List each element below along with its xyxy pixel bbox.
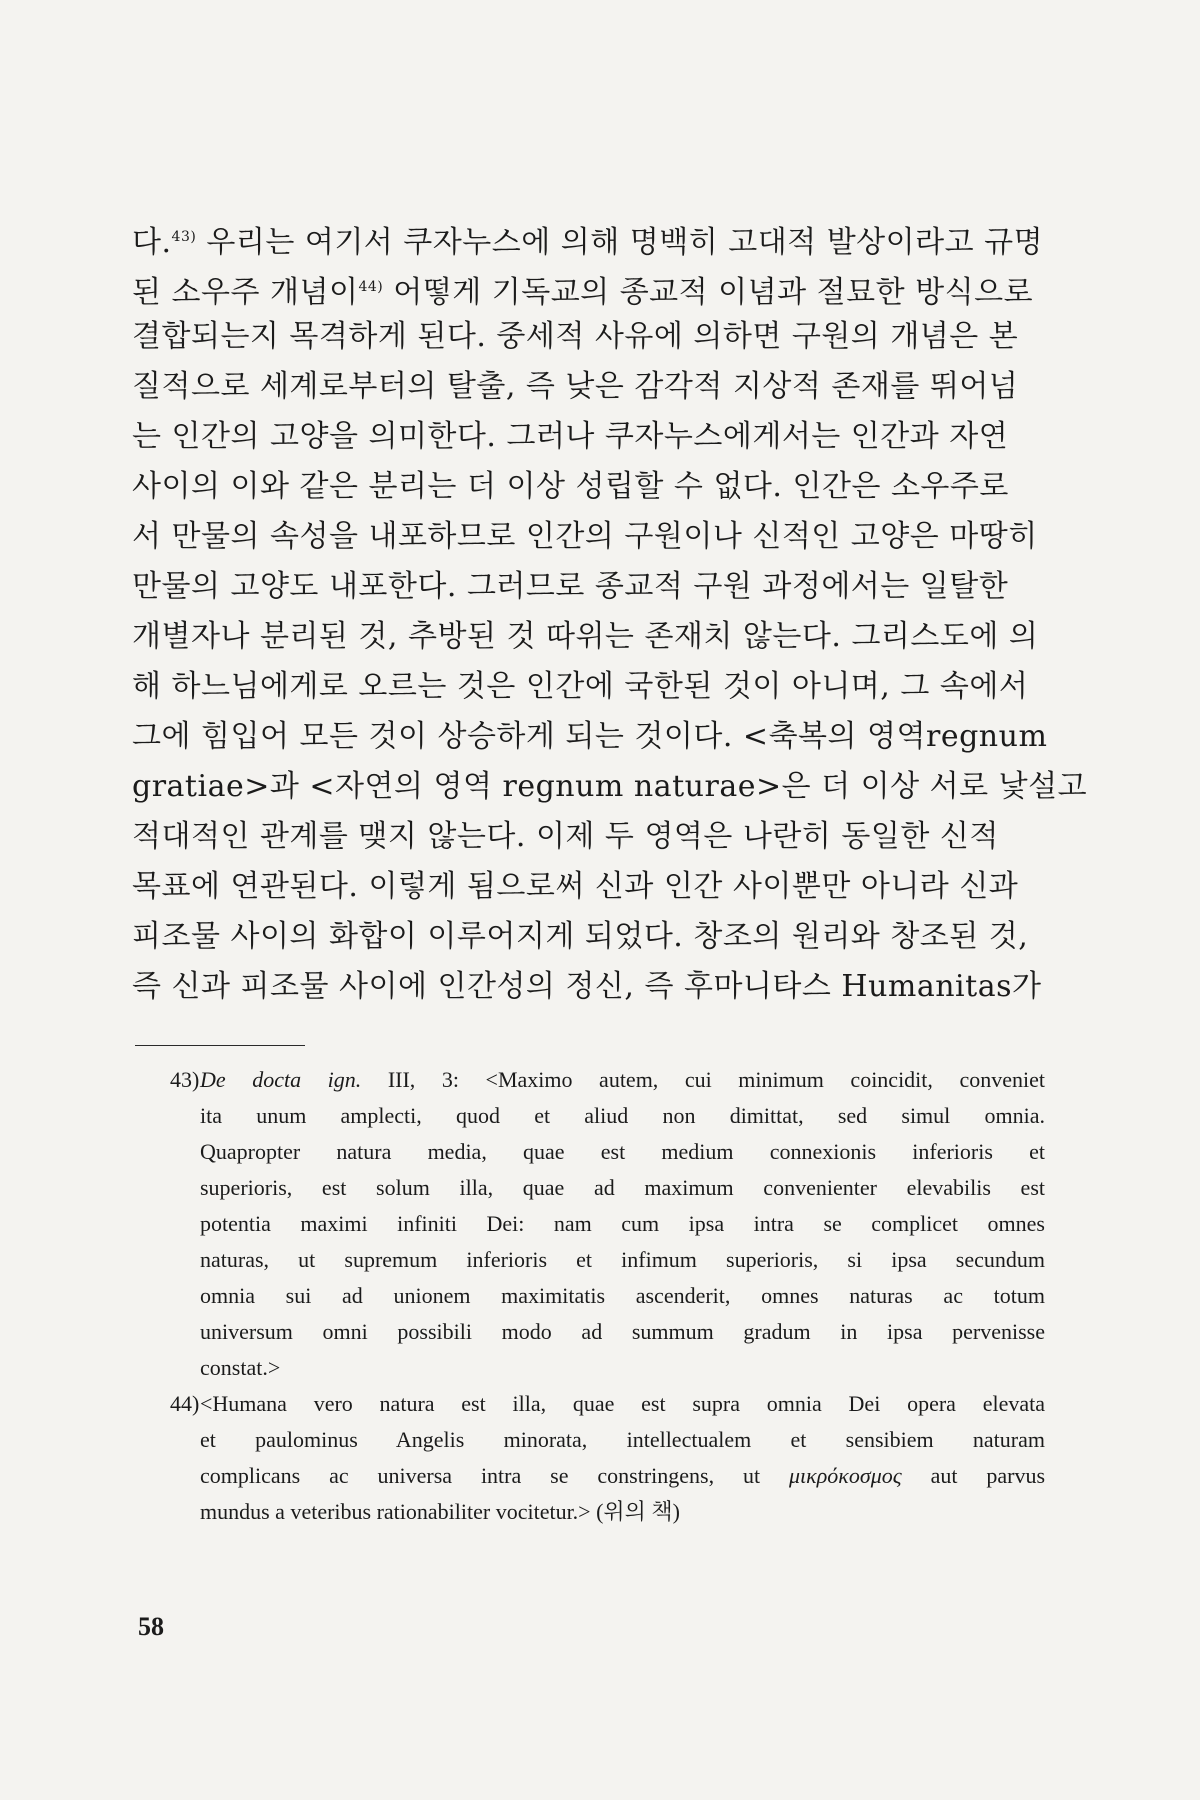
footnote-43 — [170, 1062, 1045, 1386]
footnote-text: III, 3: <Maximo autem, cui minimum coincidit, conveniet — [387, 1067, 1045, 1092]
text-fragment: 어떻게 기독교의 종교적 이념과 절묘한 방식으로 — [393, 275, 1034, 310]
footnote-title: De docta ign. — [200, 1067, 362, 1092]
footnote-number: 44) — [170, 1391, 200, 1416]
footnote-line — [200, 1458, 1045, 1494]
text-line: 는 인간의 고양을 의미한다. 그러나 쿠자누스에게서는 인간과 자연 — [132, 419, 1009, 454]
text-line: 사이의 이와 같은 분리는 더 이상 성립할 수 없다. 인간은 소우주로 — [132, 469, 1009, 504]
footnote-line: et paulominus Angelis minorata, intellectualem et sensibiem naturam — [200, 1427, 1045, 1452]
text-line: 목표에 연관된다. 이렇게 됨으로써 신과 인간 사이뿐만 아니라 신과 — [132, 869, 1019, 904]
text-line: 서 만물의 속성을 내포하므로 인간의 구원이나 신적인 고양은 마땅히 — [132, 519, 1038, 554]
text-line: 그에 힘입어 모든 것이 상승하게 되는 것이다. <축복의 영역regnum — [132, 719, 1048, 754]
footnote-line: universum omni possibili modo ad summum gradum in ipsa pervenisse — [200, 1319, 1045, 1344]
footnote-ref-43: 43) — [171, 229, 197, 245]
text-fragment: 다. — [132, 225, 172, 260]
text-line: 해 하느님에게로 오르는 것은 인간에 국한된 것이 아니며, 그 속에서 — [132, 669, 1029, 704]
footnotes-section — [170, 1062, 1046, 1530]
text-fragment: 우리는 여기서 쿠자누스에 의해 명백히 고대적 발상이라고 규명 — [206, 225, 1044, 260]
text-line: gratiae>과 <자연의 영역 regnum naturae>은 더 이상 서로 낯설고 — [132, 769, 1088, 804]
text-fragment: 된 소우주 개념이 — [132, 275, 359, 310]
greek-word: μικρόκοσμος — [789, 1463, 902, 1488]
footnote-text: complicans ac universa intra se constringens, ut — [200, 1463, 761, 1488]
footnote-line — [200, 1062, 1045, 1098]
footnote-line: omnia sui ad unionem maximitatis ascenderit, omnes naturas ac totum — [200, 1283, 1045, 1308]
text-line: 피조물 사이의 화합이 이루어지게 되었다. 창조의 원리와 창조된 것, — [132, 919, 1029, 954]
footnote-number: 43) — [170, 1067, 200, 1092]
footnote-line: naturas, ut supremum inferioris et infimum superioris, si ipsa secundum — [200, 1247, 1045, 1272]
text-line: 결합되는지 목격하게 된다. 중세적 사유에 의하면 구원의 개념은 본 — [132, 319, 1019, 354]
text-line: 질적으로 세계로부터의 탈출, 즉 낮은 감각적 지상적 존재를 뛰어넘 — [132, 369, 1019, 404]
text-line: 즉 신과 피조물 사이에 인간성의 정신, 즉 후마니타스 Humanitas가 — [132, 969, 1042, 1004]
footnote-line: superioris, est solum illa, quae ad maximum convenienter elevabilis est — [200, 1175, 1045, 1200]
text-line: 만물의 고양도 내포한다. 그러므로 종교적 구원 과정에서는 일탈한 — [132, 569, 1009, 604]
footnote-line: potentia maximi infiniti Dei: nam cum ipsa intra se complicet omnes — [200, 1211, 1045, 1236]
footnote-44 — [170, 1386, 1046, 1530]
page-number: 58 — [138, 1612, 164, 1641]
footnote-line: Quapropter natura media, quae est medium connexionis inferioris et — [200, 1139, 1045, 1164]
footnote-line: <Humana vero natura est illa, quae est supra omnia Dei opera elevata — [200, 1391, 1045, 1416]
main-body-text — [132, 212, 1088, 1012]
footnote-ref-44: 44) — [358, 279, 384, 295]
footnote-line: constat.> — [200, 1355, 281, 1380]
text-line: 적대적인 관계를 맺지 않는다. 이제 두 영역은 나란히 동일한 신적 — [132, 819, 999, 854]
footnote-line: ita unum amplecti, quod et aliud non dimittat, sed simul omnia. — [200, 1103, 1045, 1128]
footnote-text: aut parvus — [930, 1463, 1046, 1488]
text-line — [132, 262, 1062, 312]
footnote-divider — [135, 1045, 305, 1046]
text-line — [132, 212, 1062, 262]
footnote-line: mundus a veteribus rationabiliter vocitetur.> (위의 책) — [200, 1499, 680, 1524]
text-line: 개별자나 분리된 것, 추방된 것 따위는 존재치 않는다. 그리스도에 의 — [132, 619, 1039, 654]
